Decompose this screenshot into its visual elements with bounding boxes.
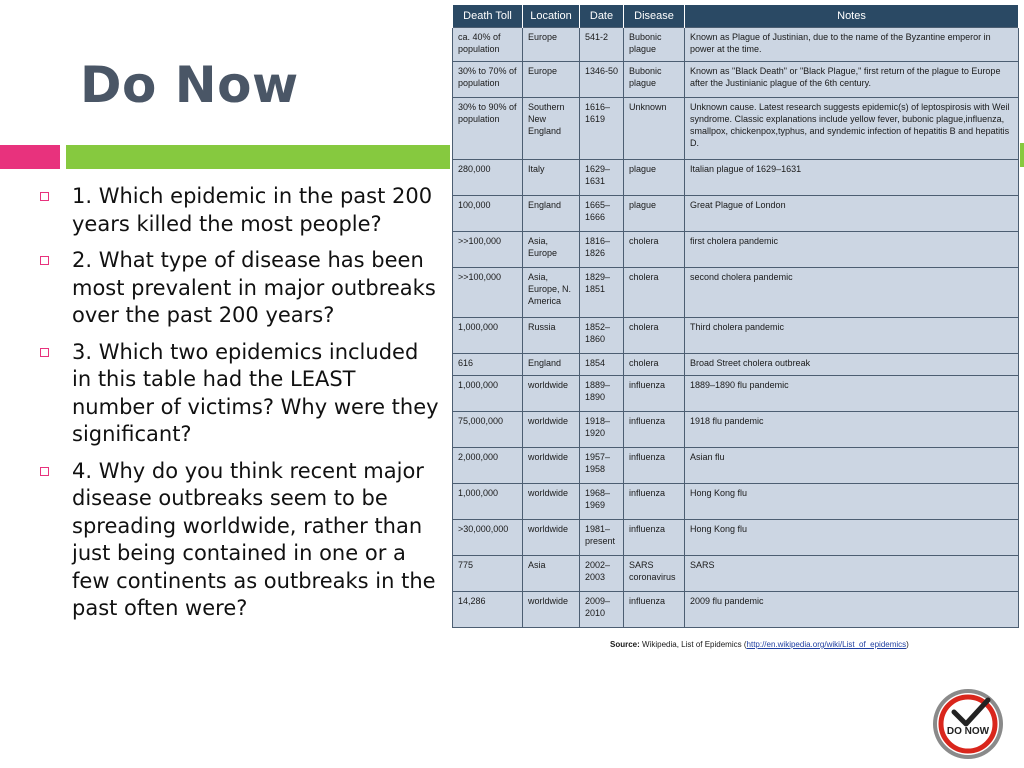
cell-location: Asia	[523, 555, 580, 591]
accent-bar-green	[66, 145, 450, 169]
cell-notes: 2009 flu pandemic	[685, 591, 1019, 627]
header-notes: Notes	[685, 5, 1019, 27]
cell-date: 2002–2003	[580, 555, 624, 591]
cell-disease: Bubonic plague	[624, 61, 685, 97]
table-row	[453, 61, 1019, 97]
cell-death-toll: 1,000,000	[453, 317, 523, 353]
cell-date: 1629–1631	[580, 159, 624, 195]
page-title: Do Now	[80, 56, 299, 114]
table-row	[453, 159, 1019, 195]
cell-death-toll: >>100,000	[453, 267, 523, 317]
table-row	[453, 375, 1019, 411]
cell-date: 1665–1666	[580, 195, 624, 231]
cell-notes: Hong Kong flu	[685, 483, 1019, 519]
cell-location: worldwide	[523, 447, 580, 483]
square-bullet-icon	[40, 467, 49, 476]
square-bullet-icon	[40, 192, 49, 201]
header-disease: Disease	[624, 5, 685, 27]
cell-death-toll: 14,286	[453, 591, 523, 627]
square-bullet-icon	[40, 348, 49, 357]
cell-location: worldwide	[523, 519, 580, 555]
cell-date: 1889–1890	[580, 375, 624, 411]
table-row	[453, 447, 1019, 483]
cell-location: Southern New England	[523, 97, 580, 159]
cell-notes: Unknown cause. Latest research suggests epidemic(s) of leptospirosis with Weil syndrome. Classic explanations include yellow fever, bubonic plague,influenza, smallpox, chickenpox,typhus, and syndemic infection of hepatitis B and hepatitis D.	[685, 97, 1019, 159]
table-row	[453, 27, 1019, 61]
cell-location: Russia	[523, 317, 580, 353]
cell-location: worldwide	[523, 375, 580, 411]
table-row	[453, 97, 1019, 159]
cell-location: worldwide	[523, 411, 580, 447]
cell-death-toll: >>100,000	[453, 231, 523, 267]
list-item	[40, 339, 440, 449]
list-item	[40, 183, 440, 238]
cell-location: England	[523, 353, 580, 375]
table-row	[453, 411, 1019, 447]
cell-notes: Asian flu	[685, 447, 1019, 483]
epidemics-table-container	[452, 5, 1018, 628]
cell-disease: Unknown	[624, 97, 685, 159]
cell-date: 541-2	[580, 27, 624, 61]
cell-notes: first cholera pandemic	[685, 231, 1019, 267]
table-row	[453, 317, 1019, 353]
cell-date: 1918–1920	[580, 411, 624, 447]
table-row	[453, 483, 1019, 519]
cell-notes: Third cholera pandemic	[685, 317, 1019, 353]
list-item	[40, 247, 440, 330]
cell-disease: plague	[624, 195, 685, 231]
cell-death-toll: ca. 40% of population	[453, 27, 523, 61]
cell-disease: cholera	[624, 231, 685, 267]
cell-notes: Great Plague of London	[685, 195, 1019, 231]
question-list	[40, 183, 440, 632]
cell-notes: SARS	[685, 555, 1019, 591]
source-citation	[610, 640, 909, 649]
cell-date: 2009–2010	[580, 591, 624, 627]
accent-bar-pink	[0, 145, 60, 169]
cell-location: Europe	[523, 61, 580, 97]
cell-location: England	[523, 195, 580, 231]
header-date: Date	[580, 5, 624, 27]
question-text: 1. Which epidemic in the past 200 years killed the most people?	[72, 184, 433, 236]
cell-notes: Known as "Black Death" or "Black Plague," first return of the plague to Europe after the Justinianic plague of the 6th century.	[685, 61, 1019, 97]
accent-bar-edge	[1020, 143, 1024, 167]
cell-location: Asia, Europe, N. America	[523, 267, 580, 317]
cell-location: Asia, Europe	[523, 231, 580, 267]
cell-date: 1616–1619	[580, 97, 624, 159]
cell-disease: plague	[624, 159, 685, 195]
cell-death-toll: >30,000,000	[453, 519, 523, 555]
epidemics-table	[452, 5, 1019, 628]
cell-disease: influenza	[624, 591, 685, 627]
table-row	[453, 555, 1019, 591]
question-text: 3. Which two epidemics included in this table had the LEAST number of victims? Why were they significant?	[72, 339, 439, 446]
cell-notes: 1918 flu pandemic	[685, 411, 1019, 447]
cell-death-toll: 1,000,000	[453, 375, 523, 411]
cell-notes: Hong Kong flu	[685, 519, 1019, 555]
question-text: 2. What type of disease has been most prevalent in major outbreaks over the past 200 years?	[72, 248, 436, 327]
source-label: Source:	[610, 640, 640, 649]
cell-location: worldwide	[523, 483, 580, 519]
cell-death-toll: 280,000	[453, 159, 523, 195]
table-row	[453, 267, 1019, 317]
cell-date: 1816–1826	[580, 231, 624, 267]
cell-notes: second cholera pandemic	[685, 267, 1019, 317]
cell-notes: Italian plague of 1629–1631	[685, 159, 1019, 195]
cell-death-toll: 775	[453, 555, 523, 591]
cell-disease: SARS coronavirus	[624, 555, 685, 591]
question-text: 4. Why do you think recent major disease outbreaks seem to be spreading worldwide, rather than just being contained in one or a few continents as outbreaks in the past often were?	[72, 458, 436, 620]
cell-notes: 1889–1890 flu pandemic	[685, 375, 1019, 411]
cell-disease: influenza	[624, 483, 685, 519]
square-bullet-icon	[40, 256, 49, 265]
cell-location: Italy	[523, 159, 580, 195]
table-row	[453, 231, 1019, 267]
cell-disease: influenza	[624, 447, 685, 483]
cell-disease: influenza	[624, 411, 685, 447]
cell-date: 1854	[580, 353, 624, 375]
cell-location: worldwide	[523, 591, 580, 627]
cell-death-toll: 616	[453, 353, 523, 375]
cell-death-toll: 1,000,000	[453, 483, 523, 519]
list-item	[40, 458, 440, 623]
table-row	[453, 591, 1019, 627]
table-row	[453, 353, 1019, 375]
cell-death-toll: 2,000,000	[453, 447, 523, 483]
cell-notes: Known as Plague of Justinian, due to the name of the Byzantine emperor in power at the time.	[685, 27, 1019, 61]
source-text: Wikipedia, List of Epidemics (	[642, 640, 747, 649]
header-death-toll: Death Toll	[453, 5, 523, 27]
do-now-logo	[930, 686, 1006, 762]
cell-date: 1852–1860	[580, 317, 624, 353]
cell-date: 1968–1969	[580, 483, 624, 519]
cell-notes: Broad Street cholera outbreak	[685, 353, 1019, 375]
table-row	[453, 519, 1019, 555]
cell-date: 1829–1851	[580, 267, 624, 317]
cell-death-toll: 75,000,000	[453, 411, 523, 447]
cell-death-toll: 30% to 90% of population	[453, 97, 523, 159]
cell-date: 1981–present	[580, 519, 624, 555]
table-header-row	[453, 5, 1019, 27]
header-location: Location	[523, 5, 580, 27]
logo-text: DO NOW	[946, 726, 990, 737]
cell-date: 1957–1958	[580, 447, 624, 483]
source-close: )	[906, 640, 909, 649]
cell-disease: influenza	[624, 519, 685, 555]
cell-death-toll: 100,000	[453, 195, 523, 231]
cell-death-toll: 30% to 70% of population	[453, 61, 523, 97]
cell-date: 1346-50	[580, 61, 624, 97]
cell-disease: Bubonic plague	[624, 27, 685, 61]
cell-disease: cholera	[624, 353, 685, 375]
cell-location: Europe	[523, 27, 580, 61]
cell-disease: cholera	[624, 317, 685, 353]
table-row	[453, 195, 1019, 231]
cell-disease: influenza	[624, 375, 685, 411]
cell-disease: cholera	[624, 267, 685, 317]
source-link[interactable]: http://en.wikipedia.org/wiki/List_of_epidemics	[746, 640, 907, 649]
